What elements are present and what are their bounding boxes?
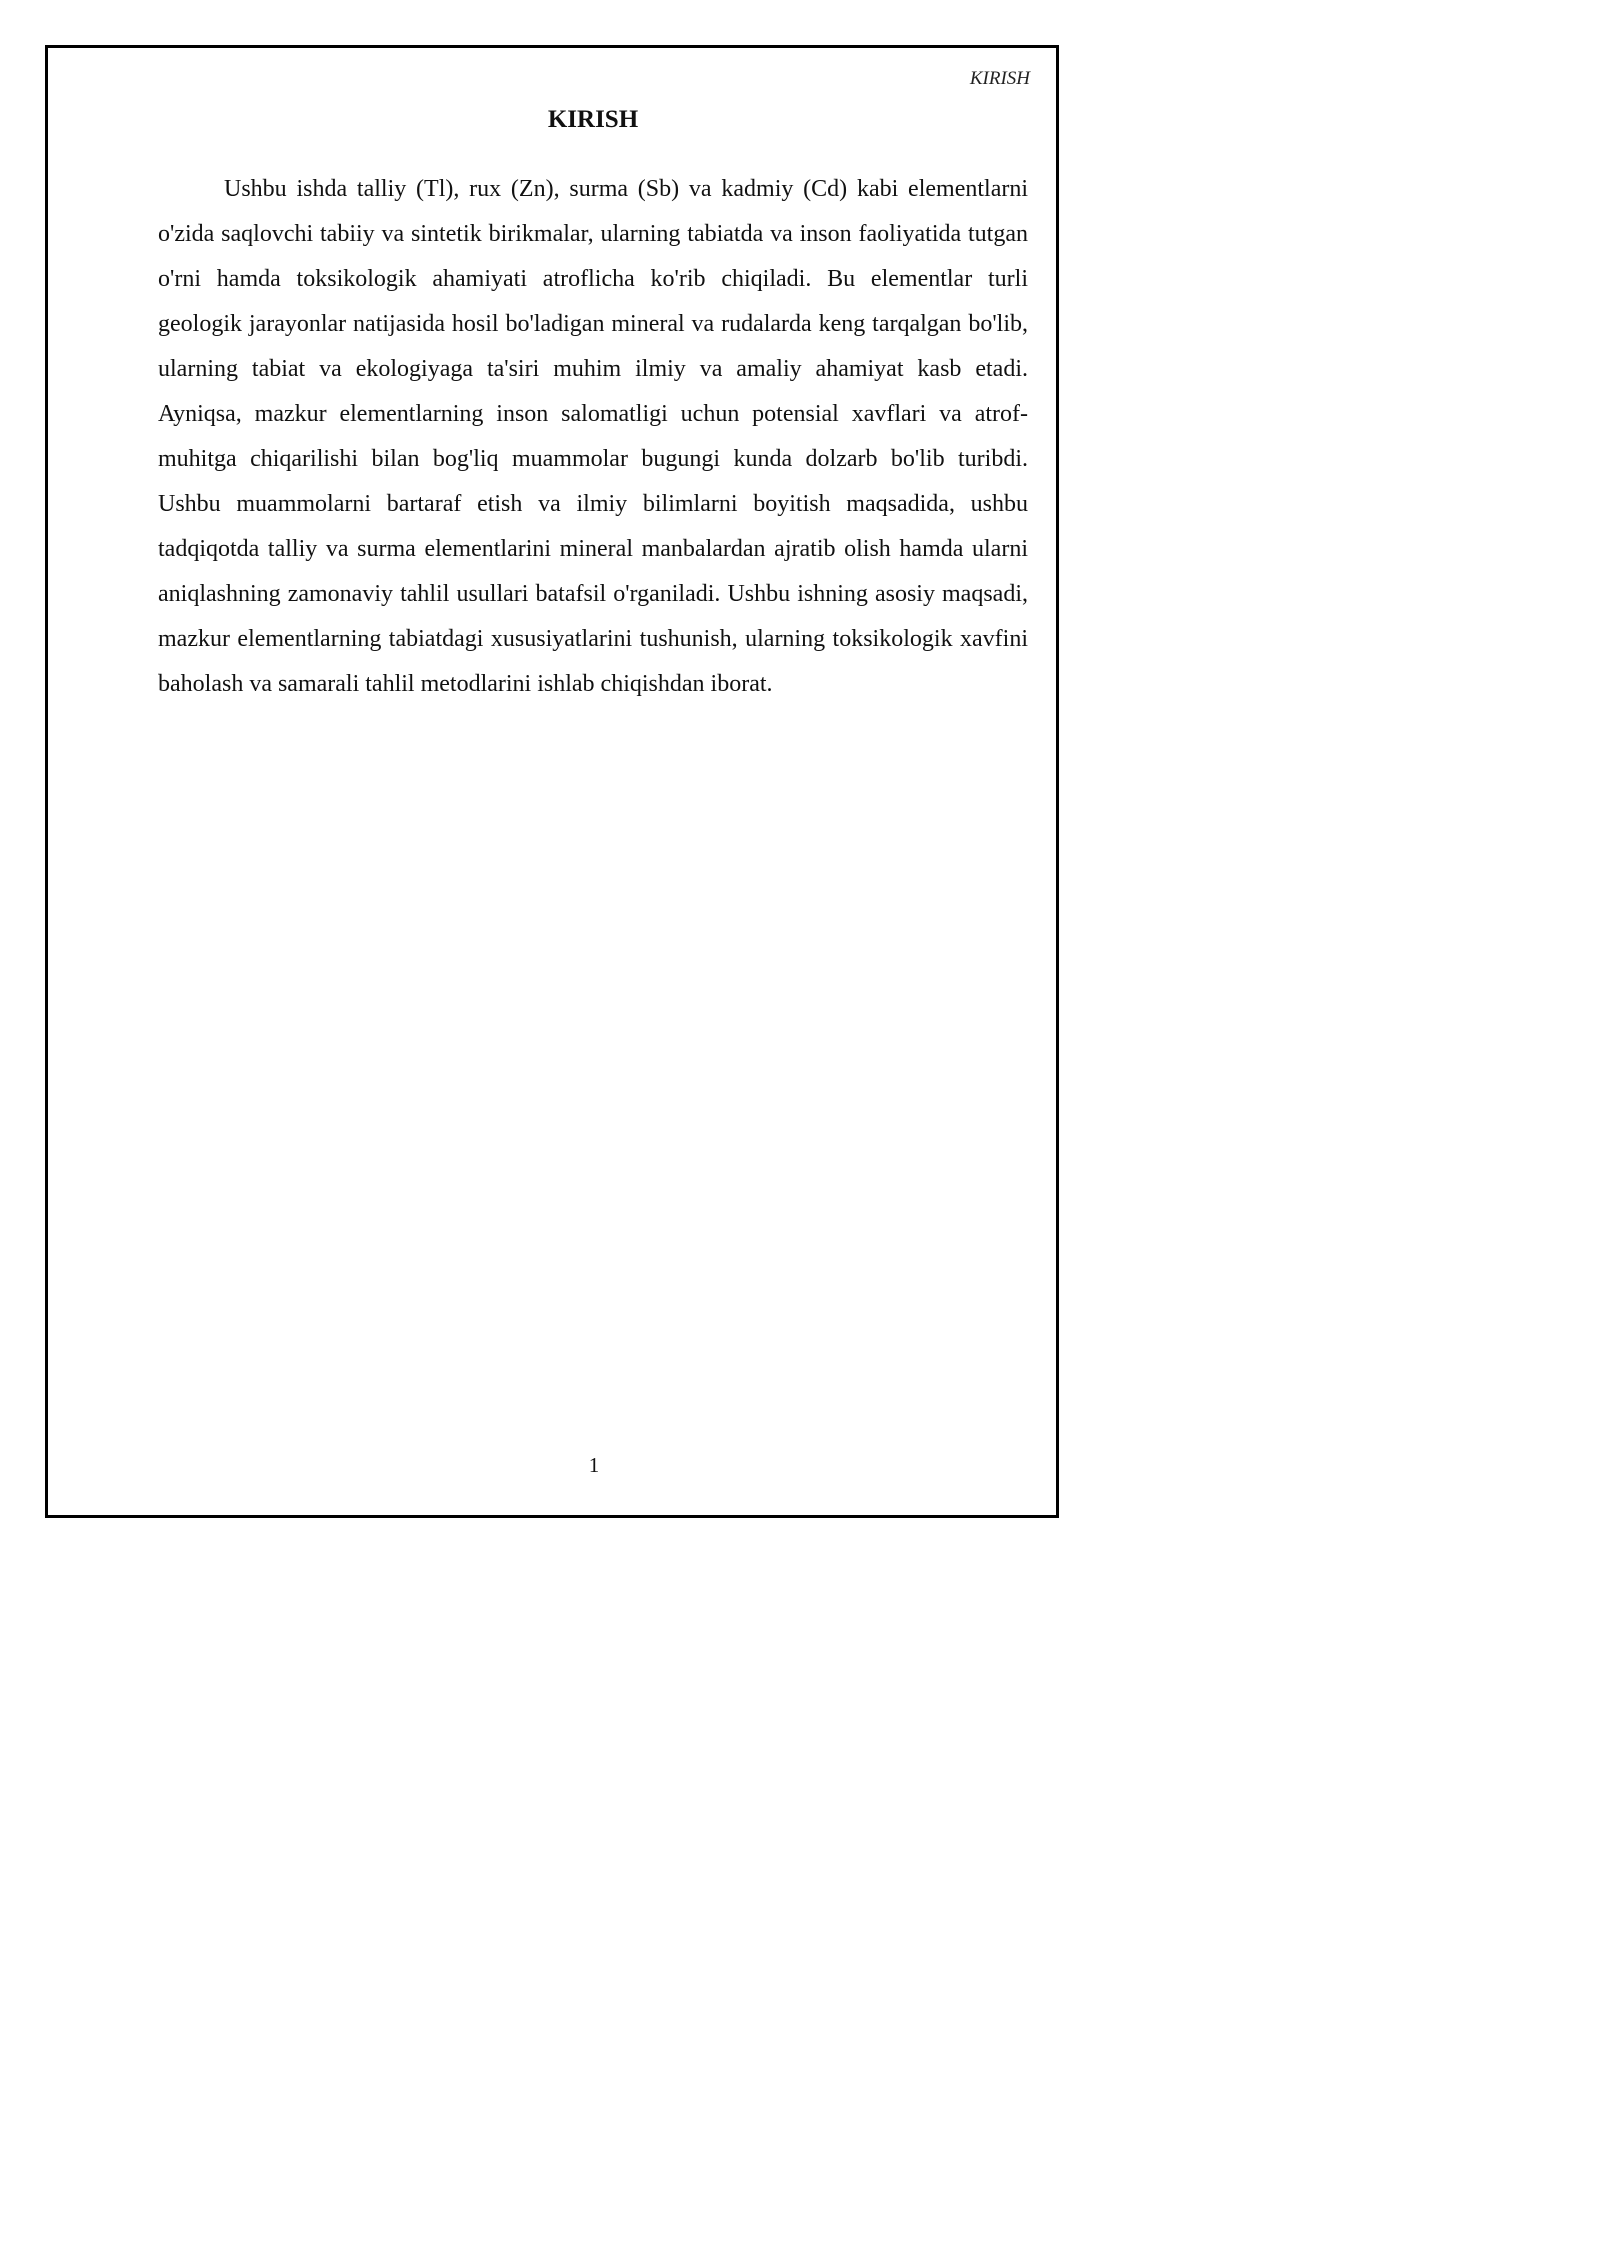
page-number: 1 xyxy=(588,1453,600,1477)
page-title: KIRISH xyxy=(547,106,639,133)
running-header: KIRISH xyxy=(969,68,1030,89)
body-paragraph: Ushbu ishda talliy (Tl), rux (Zn), surma (Sb) va kadmiy (Cd) kabi elementlarni o'zida saqlovchi tabiiy va sintetik birikmalar, ularning tabiatda va inson faoliyatida tutgan o'rni hamda toksikologik ahamiyati atroflicha ko'rib chiqiladi. Bu elementlar turli geologik jarayonlar natijasida hosil bo'ladigan mineral va rudalarda keng tarqalgan bo'lib, ularning tabiat va ekologiyaga ta'siri muhim ilmiy va amaliy ahamiyat kasb etadi. Ayniqsa, mazkur elementlarning inson salomatligi uchun potensial xavflari va atrof-muhitga chiqarilishi bilan bog'liq muammolar bugungi kunda dolzarb bo'lib turibdi. Ushbu muammolarni bartaraf etish va ilmiy bilimlarni boyitish maqsadida, ushbu tadqiqotda talliy va surma elementlarini mineral manbalardan ajratib olish hamda ularni aniqlashning zamonaviy tahlil usullari batafsil o'rganiladi. Ushbu ishning asosiy maqsadi, mazkur elementlarning tabiatdagi xususiyatlarini tushunish, ularning toksikologik xavfini baholash va samarali tahlil metodlarini ishlab chiqishdan iborat. xyxy=(158,176,1028,697)
